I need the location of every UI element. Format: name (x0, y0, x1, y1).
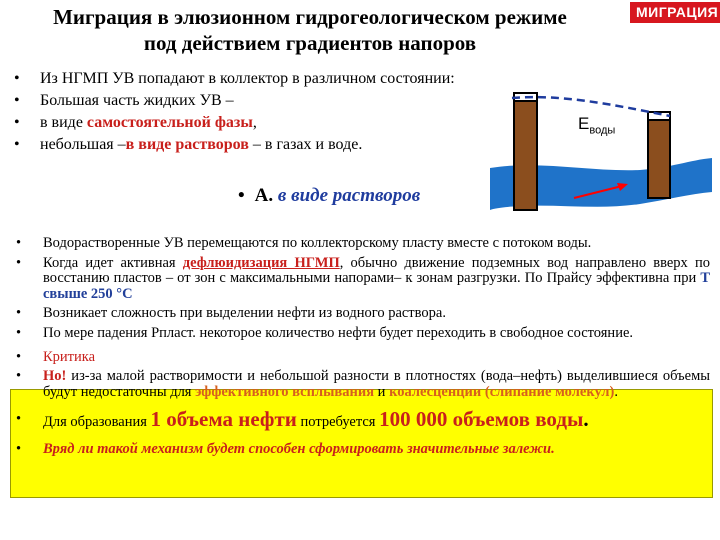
list-item-text: . (614, 383, 618, 400)
highlight-phrase: самостоятельной фазы (86, 114, 253, 131)
list-item-text: По мере падения Рпласт. некоторое количество нефти будет переходить в свободное состояние. (43, 324, 634, 341)
list-item (14, 326, 710, 342)
section-prefix: А. (254, 185, 274, 206)
list-item-text: и (374, 383, 390, 400)
bullet-icon: • (238, 185, 245, 206)
list-item-text: в виде (40, 114, 87, 131)
but-label: Но! (43, 368, 67, 385)
list-item (14, 350, 710, 366)
energy-label-sub: воды (589, 124, 616, 137)
temperature-condition: Т свыше 250 °С (43, 270, 710, 302)
section-title: в виде растворов (277, 185, 421, 206)
highlight-phrase: 1 объема нефти (150, 407, 297, 432)
list-item-text: Для образования (43, 414, 151, 431)
list-item-text: потребуется (296, 414, 380, 431)
body-bullet-list (14, 236, 710, 458)
energy-label (578, 114, 615, 136)
list-item-text: из-за малой растворимости и небольшой разности в плотностях (вода–нефть) выделившиеся объемы будут недостаточны для (43, 368, 710, 400)
list-item-text: Большая часть жидких УВ – (40, 92, 234, 109)
list-item-text: Из НГМП УВ попадают в коллектор в различном состоянии: (40, 70, 455, 87)
list-item (14, 369, 710, 400)
topic-badge: МИГРАЦИЯ (630, 2, 720, 23)
list-item (14, 442, 710, 458)
right-well-pipe (648, 112, 670, 198)
left-well-pipe (514, 93, 537, 210)
highlight-phrase: коалесценции (слипание молекул) (389, 383, 615, 400)
title-line-1: Миграция в элюзионном гидрогеологическом режиме (53, 5, 567, 29)
critique-label: Критика (43, 348, 96, 365)
list-item (14, 407, 710, 434)
highlight-phrase: 100 000 объемов воды (379, 407, 584, 432)
list-item-text: – в газах и воде. (248, 136, 363, 153)
list-item-text: Водорастворенные УВ перемещаются по коллекторскому пласту вместе с потоком воды. (43, 235, 592, 251)
list-item-text: Возникает сложность при выделении нефти из водного раствора. (43, 305, 446, 322)
list-item (14, 236, 710, 252)
list-item-text: . (583, 407, 589, 432)
list-item (14, 256, 710, 303)
highlight-phrase: в виде растворов (125, 136, 249, 153)
highlight-phrase: дефлюидизация НГМП (182, 254, 340, 271)
list-item-text: , (252, 114, 257, 131)
list-item-text: , обычно движение подземных вод направлено вверх по восстанию пластов – от зон с максимальными напорами– к зонам разгрузки. По Прайсу эффективна при (43, 254, 710, 287)
highlight-phrase: эффективного всплывания (195, 383, 375, 400)
energy-label-main: E (578, 114, 590, 133)
list-item-text: небольшая – (40, 136, 126, 153)
section-heading (238, 185, 420, 207)
list-item (14, 306, 710, 322)
title-line-2: под действием градиентов напоров (143, 31, 477, 55)
conclusion-text: Вряд ли такой механизм будет способен сформировать значительные залежи. (43, 441, 555, 458)
list-item-text: Когда идет активная (43, 254, 183, 271)
